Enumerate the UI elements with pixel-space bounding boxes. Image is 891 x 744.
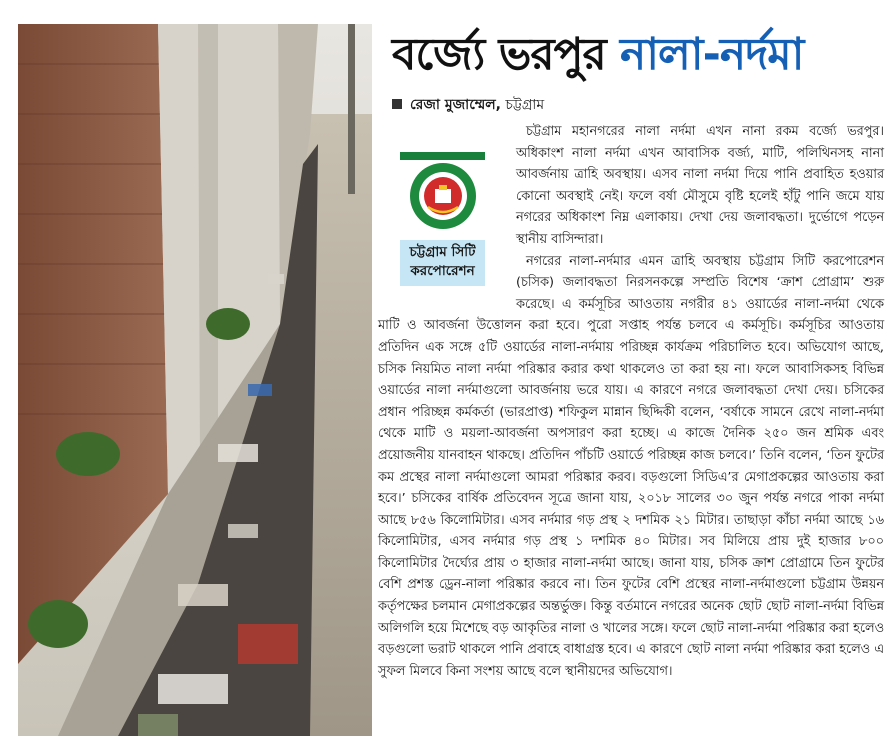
- article-body: [378, 121, 884, 682]
- byline-author: রেজা মুজাম্মেল,: [410, 97, 501, 113]
- article-photo-drain: [18, 24, 372, 736]
- logo-caption-line-2: করপোরেশন: [410, 263, 475, 279]
- article-paragraph-2: নগরের নালা-নর্দমার এমন ত্রাহি অবস্থায় চট্টগ্রাম সিটি করপোরেশন (চসিক) জলাবদ্ধতা নিরসনকল্পে সম্প্রতি বিশেষ ‘ক্রাশ প্রোগ্রাম’ শুরু করেছে। এ কর্মসূচির আওতায় নগরীর ৪১ ওয়ার্ডের নালা-নর্দমা থেকে মাটি ও আবর্জনা উত্তোলন করা হবে। পুরো সপ্তাহ পর্যন্ত চলবে এ কর্মসূচি। কর্মসূচির আওতায় প্রতিদিন এক সঙ্গে ৫টি ওয়ার্ডের নালা-নর্দমায় পরিচ্ছন্ন কার্যক্রম পরিচালিত হবে। অভিযোগ আছে, চসিক নিয়মিত নালা নর্দমা পরিষ্কার করার কথা থাকলেও তা করা হয় না। ফলে আবাসিকসহ বিভিন্ন ওয়ার্ডের নালা নর্দমাগুলো আবর্জনায় ভরে যায়। এ কারণে নগরে জলাবদ্ধতা দেখা দেয়। চসিকের প্রধান পরিচ্ছন্ন কর্মকর্তা (ভারপ্রাপ্ত) শফিকুল মান্নান ছিদ্দিকী বলেন, ‘বর্ষাকে সামনে রেখে নালা-নর্দমা থেকে মাটি ও ময়লা-আবর্জনা অপসারণ করা হচ্ছে। এ কাজে দৈনিক ২৫০ জন শ্রমিক এবং প্রয়োজনীয় যানবাহন থাকছে। প্রতিদিন পাঁচটি ওয়ার্ডে পরিচ্ছন্ন কাজ চলবে।’ তিনি বলেন, ‘তিন ফুটের কম প্রস্থের নালা নর্দমাগুলো আমরা পরিষ্কার করব। বড়গুলো সিডিএ’র মেগাপ্রকল্পের আওতায় করা হবে।’ চসিকের বার্ষিক প্রতিবেদন সূত্রে জানা যায়, ২০১৮ সালের ৩০ জুন পর্যন্ত নগরে পাকা নর্দমা আছে ৮৫৬ কিলোমিটার। এসব নর্দমার গড় প্রস্থ ২ দশমিক ২১ মিটার। তাছাড়া কাঁচা নর্দমা আছে ১৬ কিলোমিটার, এসব নর্দমার গড় প্রস্থ ১ দশমিক ৪০ মিটার। সব মিলিয়ে প্রায় দুই হাজার ৮০০ কিলোমিটার দৈর্ঘ্যের প্রায় ৩ হাজার নালা-নর্দমা আছে। জানা যায়, চসিক ক্রাশ প্রোগ্রামে তিন ফুটের বেশি প্রশস্ত ড্রেন-নালা পরিষ্কার করবে না। তিন ফুটের বেশি প্রস্থের নালা-নর্দমাগুলো চট্টগ্রাম উন্নয়ন কর্তৃপক্ষের চলমান মেগাপ্রকল্পের অন্তর্ভুক্ত। কিন্তু বর্তমানে নগরের অনেক ছোট ছোট নালা-নর্দমা বিভিন্ন অলিগলি হয়ে মিশেছে বড় আকৃতির নালা ও খালের সঙ্গে। ফলে ছোট নালা-নর্দমা পরিষ্কার করা হলেও বড়গুলো ভরাট থাকলে পানি প্রবাহে বাধাগ্রস্ত হবে। এ কারণে ছোট নালা নর্দমা পরিষ্কার করা হলেও এ সুফল মিলবে কিনা সংশয় আছে বলে স্থানীয়দের অভিযোগ।: [378, 253, 884, 679]
- byline-place: চট্টগ্রাম: [500, 97, 545, 113]
- headline-part-1: বর্জ্যে ভরপুর: [392, 29, 606, 80]
- byline-square-icon: [392, 99, 402, 109]
- article-paragraph-1: চট্টগ্রাম মহানগরের নালা নর্দমা এখন নানা রকম বর্জ্যে ভরপুর। অধিকাংশ নালা নর্দমা এখন আবাসিক বর্জ্য, মাটি, পলিথিনসহ নানা আবর্জনায় ত্রাহি অবস্থায়। এসব নালা নর্দমা দিয়ে পানি প্রবাহিত হওয়ার কোনো অবস্থাই নেই। ফলে বর্ষা মৌসুমে বৃষ্টি হলেই হাঁটু পানি জমে যায় নগরের অধিকাংশ নিম্ন এলাকায়। দেখা দেয় জলাবদ্ধতা। দুর্ভোগে পড়েন স্থানীয় বাসিন্দারা।: [516, 124, 884, 247]
- headline: [392, 26, 882, 88]
- headline-part-2: নালা-নর্দমা: [620, 29, 804, 80]
- byline: [392, 95, 544, 115]
- logo-caption-line-1: চট্টগ্রাম সিটি: [409, 244, 476, 260]
